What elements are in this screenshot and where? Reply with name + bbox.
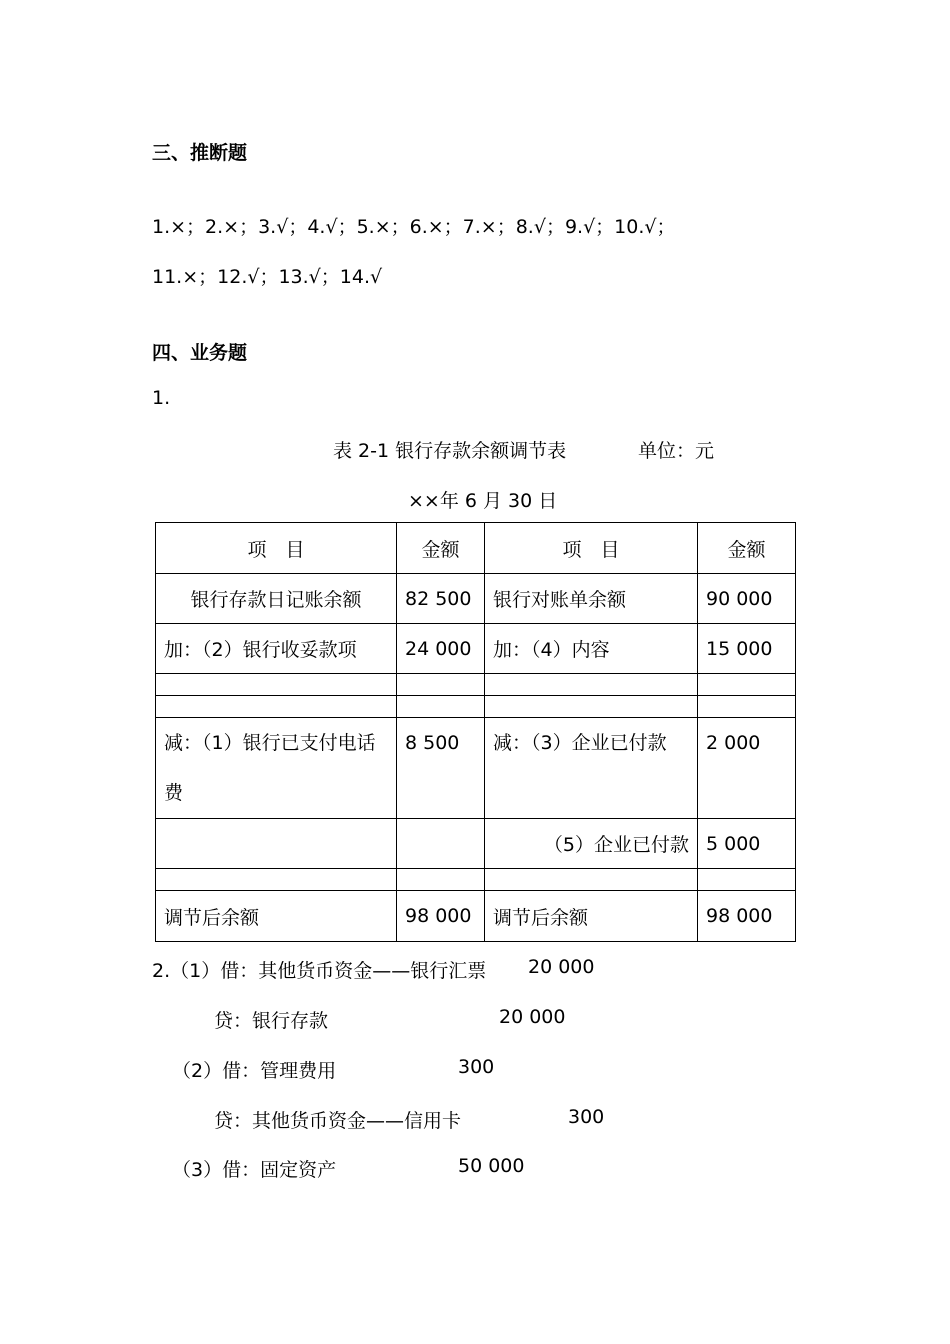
header-amount-left: 金额 — [397, 523, 485, 574]
cell-right-amount: 98 000 — [698, 891, 796, 942]
answers-line-2: 11.×；12.√；13.√；14.√ — [152, 266, 383, 288]
cell-right-amount: 2 000 — [698, 718, 796, 819]
cell-right-amount: 90 000 — [698, 574, 796, 624]
cell-right-item: 调节后余额 — [485, 891, 698, 942]
header-item-left: 项 目 — [156, 523, 397, 574]
cell-right-amount: 5 000 — [698, 819, 796, 869]
journal-line-2-text: 贷：银行存款 — [214, 1010, 329, 1032]
cell-right-item: （5）企业已付款 — [485, 819, 698, 869]
cell-left-item: 加：（2）银行收妥款项 — [156, 624, 397, 674]
table-row-empty — [156, 869, 796, 891]
cell-left-item: 银行存款日记账余额 — [156, 574, 397, 624]
table-row — [156, 718, 796, 819]
cell-left-item — [156, 819, 397, 869]
cell-left-amount: 98 000 — [397, 891, 485, 942]
section-4-heading: 四、业务题 — [152, 342, 248, 364]
reconciliation-table — [155, 522, 796, 942]
cell-right-item: 银行对账单余额 — [485, 574, 698, 624]
cell-left-amount: 82 500 — [397, 574, 485, 624]
cell-left-item: 调节后余额 — [156, 891, 397, 942]
journal-line-1-amount: 20 000 — [528, 956, 595, 978]
cell-right-item: 减：（3）企业已付款 — [485, 718, 698, 819]
cell-left-amount: 24 000 — [397, 624, 485, 674]
question-1-label: 1. — [152, 387, 171, 409]
cell-left-item: 减：（1）银行已支付电话费 — [156, 718, 397, 819]
table-row-empty — [156, 674, 796, 696]
table-unit: 单位：元 — [638, 440, 715, 462]
header-amount-right: 金额 — [698, 523, 796, 574]
answers-line-1: 1.×；2.×；3.√；4.√；5.×；6.×；7.×；8.√；9.√；10.√； — [152, 216, 676, 238]
journal-line-3-text: （2）借：管理费用 — [172, 1060, 337, 1082]
journal-line-5-amount: 50 000 — [458, 1155, 525, 1177]
cell-left-amount: 8 500 — [397, 718, 485, 819]
cell-right-amount: 15 000 — [698, 624, 796, 674]
section-3-heading: 三、推断题 — [152, 142, 248, 164]
journal-line-5-text: （3）借：固定资产 — [172, 1159, 337, 1181]
header-item-right: 项 目 — [485, 523, 698, 574]
table-date: ××年 6 月 30 日 — [408, 490, 558, 512]
table-row — [156, 624, 796, 674]
table-title: 表 2-1 银行存款余额调节表 — [333, 440, 567, 462]
table-header-row — [156, 523, 796, 574]
journal-line-4-text: 贷：其他货币资金——信用卡 — [214, 1110, 462, 1132]
cell-left-amount — [397, 819, 485, 869]
table-row — [156, 574, 796, 624]
journal-line-1-text: 2.（1）借：其他货币资金——银行汇票 — [152, 960, 487, 982]
table-row-total — [156, 891, 796, 942]
table-row — [156, 819, 796, 869]
table-row-empty — [156, 696, 796, 718]
journal-line-2-amount: 20 000 — [499, 1006, 566, 1028]
journal-line-3-amount: 300 — [458, 1056, 495, 1078]
journal-line-4-amount: 300 — [568, 1106, 605, 1128]
cell-right-item: 加：（4）内容 — [485, 624, 698, 674]
